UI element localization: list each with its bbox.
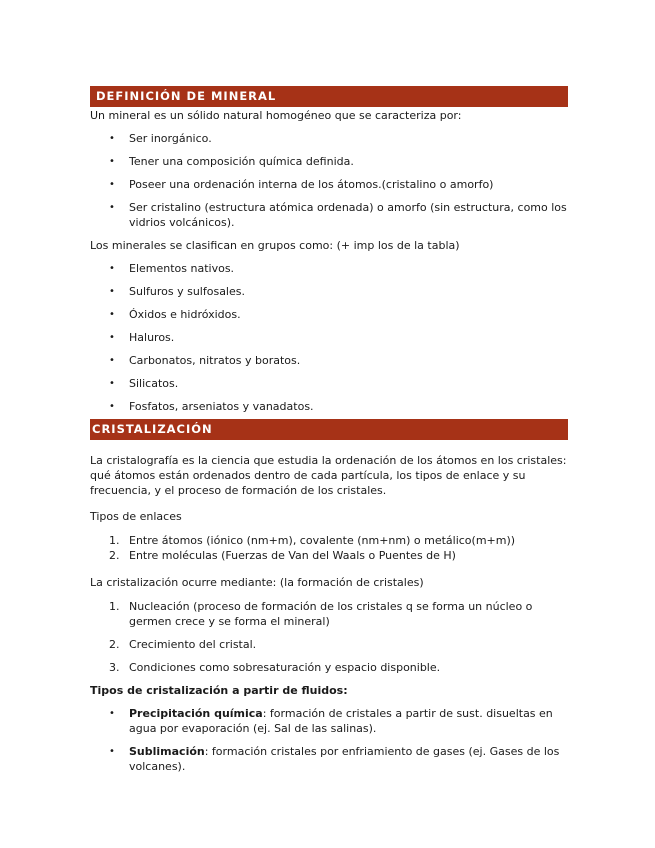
list-item: 3. Condiciones como sobresaturación y espacio disponible. (109, 661, 441, 674)
groups-list (90, 261, 568, 414)
fluids-list (90, 706, 568, 774)
process-intro-text: La cristalización ocurre mediante: (la formación de cristales) (90, 576, 424, 589)
list-item: 1. Entre átomos (iónico (nm+m), covalente (nm+nm) o metálico(m+m)) (109, 534, 516, 547)
bonds-intro-text: Tipos de enlaces (90, 510, 182, 523)
bullet-icon: • (109, 355, 115, 366)
bullet-icon: • (109, 746, 115, 757)
characteristics-list (90, 131, 568, 230)
list-number: 2. (109, 638, 120, 651)
bullet-icon: • (109, 332, 115, 343)
document-page (90, 86, 568, 774)
list-item: • Carbonatos, nitratos y boratos. (109, 354, 301, 367)
list-item: • Tener una composición química definida. (109, 155, 354, 168)
list-item: • Haluros. (109, 331, 175, 344)
bullet-icon: • (109, 708, 115, 719)
list-number: 2. (109, 549, 120, 562)
term: Sublimación (129, 745, 205, 758)
list-item: • Poseer una ordenación interna de los átomos.(cristalino o amorfo) (109, 178, 494, 191)
process-list (90, 599, 568, 675)
list-item: • Ser cristalino (estructura atómica ordenada) o amorfo (sin estructura, como los vidrios volcánicos). (109, 201, 567, 229)
bullet-icon: • (109, 286, 115, 297)
list-item: • Óxidos e hidróxidos. (109, 308, 241, 321)
cristalografia-paragraph: La cristalografía es la ciencia que estudia la ordenación de los átomos en los cristales: qué átomos están ordenados dentro de cada partícula, los tipos de enlace y su frecuencia, y el proceso de formación de los cristales. (90, 454, 567, 497)
bullet-icon: • (109, 309, 115, 320)
intro-text: Un mineral es un sólido natural homogéneo que se caracteriza por: (90, 109, 462, 122)
list-item: • Ser inorgánico. (109, 132, 212, 145)
fluids-heading: Tipos de cristalización a partir de fluidos: (90, 684, 348, 697)
list-item: • Precipitación química: formación de cristales a partir de sust. disueltas en agua por evaporación (ej. Sal de las salinas). (109, 707, 553, 735)
section-heading-cristalizacion: CRISTALIZACIÓN (90, 419, 568, 440)
bullet-icon: • (109, 179, 115, 190)
term: Precipitación química (129, 707, 263, 720)
section-heading-definicion: DEFINICIÓN DE MINERAL (90, 86, 568, 107)
bullet-icon: • (109, 156, 115, 167)
list-item: 2. Entre moléculas (Fuerzas de Van del Waals o Puentes de H) (109, 549, 456, 562)
bullet-icon: • (109, 133, 115, 144)
list-number: 3. (109, 661, 120, 674)
list-item: • Sublimación: formación cristales por enfriamiento de gases (ej. Gases de los volcanes). (109, 745, 560, 773)
list-number: 1. (109, 600, 120, 613)
bullet-icon: • (109, 263, 115, 274)
bullet-icon: • (109, 378, 115, 389)
bullet-icon: • (109, 401, 115, 412)
list-item: • Sulfuros y sulfosales. (109, 285, 245, 298)
list-item: • Silicatos. (109, 377, 179, 390)
list-number: 1. (109, 534, 120, 547)
list-item: 2. Crecimiento del cristal. (109, 638, 257, 651)
list-item: • Fosfatos, arseniatos y vanadatos. (109, 400, 314, 413)
bullet-icon: • (109, 202, 115, 213)
list-item: • Elementos nativos. (109, 262, 235, 275)
list-item: 1. Nucleación (proceso de formación de los cristales q se forma un núcleo o germen crece y se forma el mineral) (109, 600, 533, 628)
bonds-list (90, 533, 568, 563)
groups-intro-text: Los minerales se clasifican en grupos como: (+ imp los de la tabla) (90, 239, 460, 252)
